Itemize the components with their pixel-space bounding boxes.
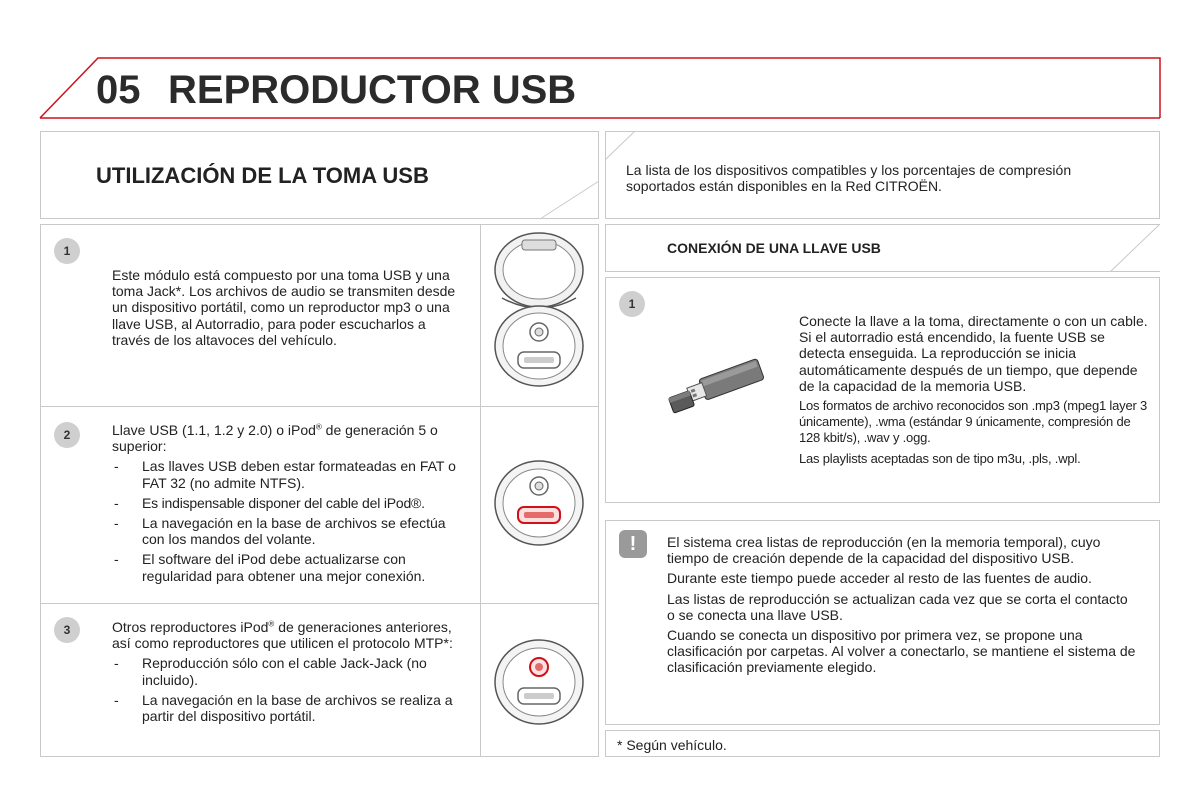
step-3-content [112,619,457,728]
chapter-title: REPRODUCTOR USB [168,68,577,112]
step-2-content [112,422,462,588]
connection-paragraph: Las playlists aceptadas son de tipo m3u, .pls, .wpl. [799,450,1081,466]
box-corner-decor [605,131,645,161]
step-number-badge: 2 [54,422,80,448]
step-number-badge: 1 [54,238,80,264]
step-number-badge: 3 [54,617,80,643]
step-2-list [112,458,462,583]
column-divider [480,224,481,757]
list-item: - La navegación en la base de archivos se realiza a partir del dispositivo portátil. [112,692,457,724]
warning-text [667,534,1137,676]
intro-note: La lista de los dispositivos compatibles y los porcentajes de compresión soportados están disponibles en la Red CITROËN. [626,162,1072,195]
list-item: - Es indispensable disponer del cable del iPod®. [112,495,462,511]
row-divider [40,603,599,604]
footnote: * Según vehículo. [617,737,727,753]
warning-paragraph: Durante este tiempo puede acceder al resto de las fuentes de audio. [667,570,1092,587]
list-item: - Las llaves USB deben estar formateadas en FAT o FAT 32 (no admite NTFS). [112,458,462,490]
connection-text [799,313,1151,467]
box-corner-decor [530,180,600,220]
step-1-text: Este módulo está compuesto por una toma USB y una toma Jack*. Los archivos de audio se transmiten desde un dispositivo portátil, como un reproductor mp3 o una llave USB, al Autorradio, para poder escucharlos a través de los altavoces del vehículo. [112,267,456,348]
section-title: UTILIZACIÓN DE LA TOMA USB [96,163,429,188]
usb-key-illustration [664,355,774,417]
step-3-list [112,655,457,724]
row-divider [40,406,599,407]
jack-socket-highlight-illustration [484,612,596,752]
list-item: - La navegación en la base de archivos se efectúa con los mandos del volante. [112,515,462,547]
usb-socket-open-lid-illustration [484,228,596,403]
warning-paragraph: Las listas de reproducción se actualizan cada vez que se corta el contacto o se conecta una llave USB. [667,590,1128,623]
usb-socket-highlight-illustration [484,420,596,590]
step-2-intro: Llave USB (1.1, 1.2 y 2.0) o iPod® de generación 5 o superior: [112,422,438,455]
warning-paragraph: El sistema crea listas de reproducción (en la memoria temporal), cuyo tiempo de creación depende de la capacidad del dispositivo USB. [667,534,1101,567]
warning-icon: ! [619,530,647,558]
connection-title: CONEXIÓN DE UNA LLAVE USB [667,240,881,256]
chapter-number: 05 [96,68,141,112]
connection-paragraph: Los formatos de archivo reconocidos son .mp3 (mpeg1 layer 3 únicamente), .wma (estándar 9 únicamente, compresión de 128 kbit/s), .wav y .ogg. [799,398,1148,446]
step-number-badge: 1 [619,291,645,317]
list-item: - Reproducción sólo con el cable Jack-Jack (no incluido). [112,655,457,687]
connection-paragraph: Conecte la llave a la toma, directamente o con un cable. Si el autorradio está encendido, la fuente USB se detecta enseguida. La reproducción se inicia automáticamente después de un tiempo, que depende de la capacidad de la memoria USB. [799,313,1148,394]
list-item: - El software del iPod debe actualizarse con regularidad para obtener una mejor conexión. [112,551,462,583]
warning-paragraph: Cuando se conecta un dispositivo por primera vez, se propone una clasificación por carpetas. Al volver a conectarlo, se mantiene el sistema de clasificación previamente elegido. [667,627,1136,676]
box-corner-decor [1100,224,1160,273]
step-3-intro: Otros reproductores iPod® de generaciones anteriores, así como reproductores que utilicen el protocolo MTP*: [112,619,453,652]
